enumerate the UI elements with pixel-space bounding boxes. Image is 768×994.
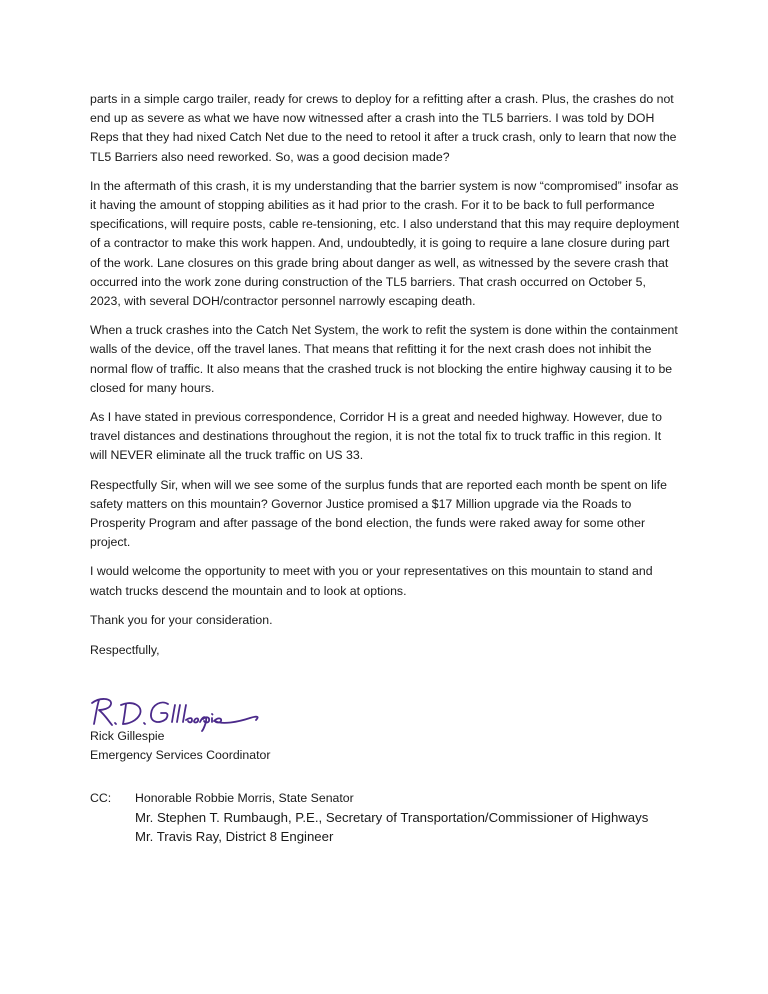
paragraph-corridor-h: As I have stated in previous correspondence, Corridor H is a great and needed highway. However, due to travel distances and destinations throughout the region, it is not the total fix to truck traffic in this region. It will NEVER eliminate all the truck traffic on US 33. bbox=[90, 410, 662, 463]
closing-salutation: Respectfully, bbox=[90, 643, 160, 658]
paragraph-meeting-request: I would welcome the opportunity to meet with you or your representatives on this mountain to stand and watch trucks descend the mountain and to look at options. bbox=[90, 564, 653, 598]
signer-name: Rick Gillespie bbox=[90, 729, 165, 743]
paragraph-catch-net-comparison: parts in a simple cargo trailer, ready for crews to deploy for a refitting after a crash. Plus, the crashes do not end up as severe as what we have now witnessed after a crash into the TL5 barriers. I was told by DOH Reps that they had nixed Catch Net due to the need to retool it after a truck crash, only to learn that now the TL5 Barriers also need reworked. So, was a good decision made? bbox=[90, 92, 677, 164]
handwritten-signature bbox=[88, 692, 278, 732]
cc-recipient: Mr. Travis Ray, District 8 Engineer bbox=[135, 829, 334, 844]
paragraph-barrier-compromised: In the aftermath of this crash, it is my understanding that the barrier system is now “compromised” insofar as it having the amount of stopping abilities as it had prior to the crash. For it to be back to full performance specifications, will require posts, cable re-tensioning, etc. I also understand that this may require deployment of a contractor to make this work happen. And, undoubtedly, it is going to require a lane closure during part of the work. Lane closures on this grade bring about danger as well, as witnessed by the severe crash that occurred into the work zone during construction of the TL5 barriers. That crash occurred on October 5, 2023, with several DOH/contractor personnel narrowly escaping death. bbox=[90, 178, 680, 309]
letter-body bbox=[90, 90, 680, 670]
cc-recipient-list bbox=[135, 789, 648, 846]
cc-recipient: Mr. Stephen T. Rumbaugh, P.E., Secretary of Transportation/Commissioner of Highways bbox=[135, 810, 649, 825]
cc-label: CC: bbox=[90, 791, 112, 805]
paragraph-catch-net-refit: When a truck crashes into the Catch Net System, the work to refit the system is done within the containment walls of the device, off the travel lanes. That means that refitting it for the next crash does not inhibit the normal flow of traffic. It also means that the crashed truck is not blocking the entire highway causing it to be closed for many hours. bbox=[90, 323, 678, 395]
signer-title: Emergency Services Coordinator bbox=[90, 748, 271, 762]
paragraph-thanks: Thank you for your consideration. bbox=[90, 612, 273, 627]
paragraph-surplus-funds: Respectfully Sir, when will we see some of the surplus funds that are reported each month be spent on life safety matters on this mountain? Governor Justice promised a $17 Million upgrade via the Roads to Prosperity Program and after passage of the bond election, the funds were raked away for some other project. bbox=[90, 477, 667, 550]
cc-recipient: Honorable Robbie Morris, State Senator bbox=[135, 791, 354, 805]
signature-block bbox=[90, 727, 270, 765]
